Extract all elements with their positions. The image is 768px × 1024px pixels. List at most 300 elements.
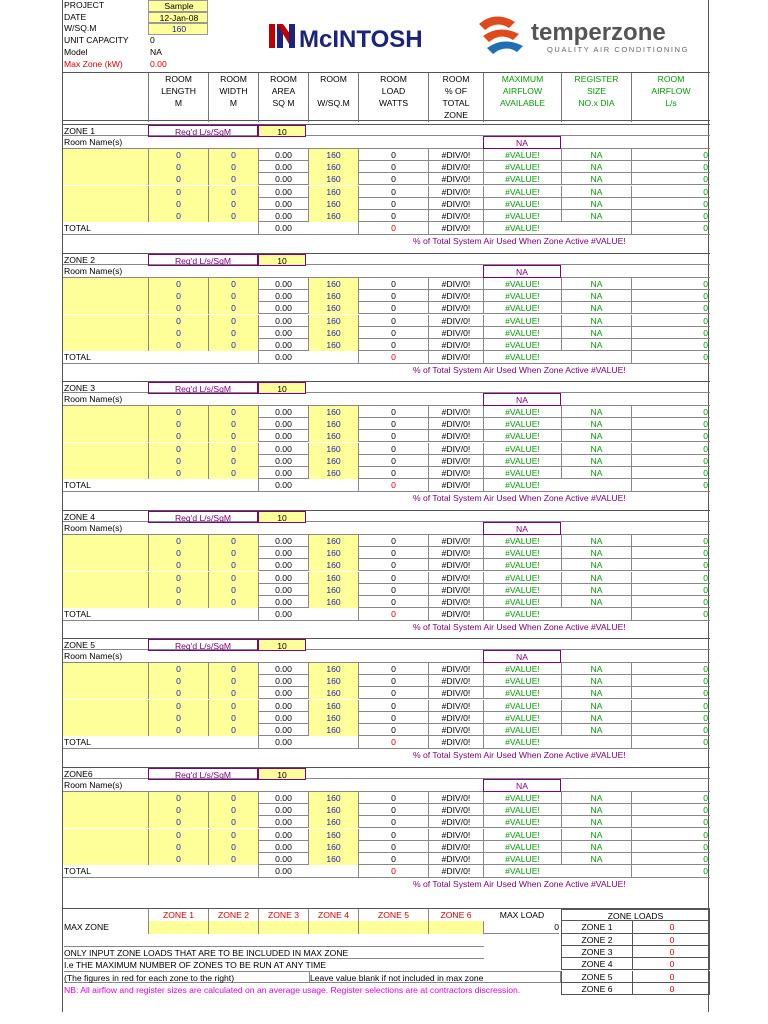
pct-system-air-value: #VALUE! (591, 492, 626, 503)
unit-capacity-value[interactable]: 0 (150, 35, 155, 46)
room-width[interactable]: 0 (208, 596, 258, 608)
room-name-cell[interactable] (63, 173, 148, 185)
room-row (63, 584, 710, 596)
room-max-airflow: #VALUE! (483, 290, 561, 302)
zone-load-value: 0 (632, 958, 711, 970)
room-pct: #DIV/0! (428, 161, 483, 173)
room-load: 0 (358, 327, 428, 339)
column-header (308, 73, 358, 122)
column-header-line: AREA (271, 86, 296, 96)
room-wsqm[interactable]: 160 (308, 687, 358, 699)
room-register-size: NA (561, 572, 631, 584)
room-width[interactable]: 0 (208, 327, 258, 339)
room-area: 0.00 (258, 596, 308, 608)
zone-pct-row (63, 749, 710, 761)
room-length[interactable]: 0 (148, 596, 208, 608)
room-length[interactable]: 0 (148, 186, 208, 198)
project-value[interactable]: Sample (148, 0, 208, 12)
room-width[interactable]: 0 (208, 339, 258, 351)
room-area: 0.00 (258, 663, 308, 675)
room-length[interactable]: 0 (148, 406, 208, 418)
room-length[interactable]: 0 (148, 455, 208, 467)
room-register-size: NA (561, 418, 631, 430)
room-wsqm[interactable]: 160 (308, 663, 358, 675)
unit-capacity-label: UNIT CAPACITY (64, 35, 129, 46)
room-name-cell[interactable] (63, 278, 148, 290)
room-wsqm[interactable]: 160 (308, 418, 358, 430)
column-headers (63, 72, 710, 121)
room-area: 0.00 (258, 455, 308, 467)
room-wsqm[interactable]: 160 (308, 535, 358, 547)
total-pct: #DIV/0! (428, 351, 483, 363)
note-2: I.e THE MAXIMUM NUMBER OF ZONES TO BE RUN AT ANY TIME (64, 958, 484, 970)
room-load: 0 (358, 584, 428, 596)
room-wsqm[interactable]: 160 (308, 675, 358, 687)
column-header (483, 73, 561, 122)
room-name-cell[interactable] (63, 816, 148, 828)
mcintosh-logo (267, 16, 447, 56)
room-load: 0 (358, 596, 428, 608)
room-name-cell[interactable] (63, 724, 148, 736)
room-airflow: 0 (631, 161, 710, 173)
room-area: 0.00 (258, 198, 308, 210)
room-area: 0.00 (258, 535, 308, 547)
room-length[interactable]: 0 (148, 467, 208, 479)
room-wsqm[interactable]: 160 (308, 596, 358, 608)
room-row (63, 467, 710, 479)
room-wsqm[interactable]: 160 (308, 547, 358, 559)
room-length[interactable]: 0 (148, 418, 208, 430)
room-area: 0.00 (258, 816, 308, 828)
room-register-size: NA (561, 804, 631, 816)
room-name-cell[interactable] (63, 161, 148, 173)
room-width[interactable]: 0 (208, 290, 258, 302)
model-value[interactable]: NA (150, 46, 162, 57)
room-width[interactable]: 0 (208, 700, 258, 712)
room-wsqm[interactable]: 160 (308, 186, 358, 198)
max-zone-input[interactable] (258, 921, 308, 933)
room-airflow: 0 (631, 443, 710, 455)
room-width[interactable]: 0 (208, 816, 258, 828)
total-area: 0.00 (258, 222, 308, 234)
column-header-line: REGISTER (574, 74, 619, 84)
reqd-value[interactable]: 10 (258, 382, 306, 394)
room-wsqm[interactable]: 160 (308, 700, 358, 712)
room-length[interactable]: 0 (148, 584, 208, 596)
room-name-cell[interactable] (63, 841, 148, 853)
total-pct: #DIV/0! (428, 865, 483, 877)
max-zone-input[interactable] (358, 921, 428, 933)
room-register-size: NA (561, 724, 631, 736)
model-label: Model (64, 46, 88, 57)
room-name-cell[interactable] (63, 210, 148, 222)
room-area: 0.00 (258, 687, 308, 699)
reqd-value[interactable]: 10 (258, 125, 306, 137)
room-row (63, 572, 710, 584)
room-wsqm[interactable]: 160 (308, 339, 358, 351)
room-name-cell[interactable] (63, 853, 148, 865)
room-name-cell[interactable] (63, 418, 148, 430)
total-label: TOTAL (64, 480, 91, 491)
room-name-cell[interactable] (63, 792, 148, 804)
room-name-cell[interactable] (63, 584, 148, 596)
room-wsqm[interactable]: 160 (308, 712, 358, 724)
room-length[interactable]: 0 (148, 430, 208, 442)
room-wsqm[interactable]: 160 (308, 443, 358, 455)
room-pct: #DIV/0! (428, 572, 483, 584)
room-row (63, 443, 710, 455)
room-width[interactable]: 0 (208, 712, 258, 724)
room-max-airflow: #VALUE! (483, 327, 561, 339)
room-airflow: 0 (631, 302, 710, 314)
room-name-cell[interactable] (63, 302, 148, 314)
zone-total-row (63, 865, 710, 877)
room-register-size: NA (561, 547, 631, 559)
room-width[interactable]: 0 (208, 559, 258, 571)
room-load: 0 (358, 290, 428, 302)
room-wsqm[interactable]: 160 (308, 724, 358, 736)
room-name-cell[interactable] (63, 406, 148, 418)
room-width[interactable]: 0 (208, 173, 258, 185)
room-load: 0 (358, 210, 428, 222)
room-airflow: 0 (631, 816, 710, 828)
room-row (63, 804, 710, 816)
reqd-label: Req'd L/s/SqM (148, 511, 258, 523)
max-zone-input[interactable] (148, 921, 208, 933)
room-name-cell[interactable] (63, 315, 148, 327)
room-name-cell[interactable] (63, 829, 148, 841)
room-load: 0 (358, 302, 428, 314)
room-name-cell[interactable] (63, 339, 148, 351)
pct-system-air-label: % of Total System Air Used When Zone Active (413, 364, 589, 375)
room-max-airflow: #VALUE! (483, 804, 561, 816)
room-name-cell[interactable] (63, 675, 148, 687)
room-wsqm[interactable]: 160 (308, 430, 358, 442)
room-airflow: 0 (631, 559, 710, 571)
column-header-line: L/s (665, 98, 677, 108)
room-load: 0 (358, 663, 428, 675)
room-wsqm[interactable]: 160 (308, 173, 358, 185)
na-box: NA (483, 779, 561, 791)
room-name-cell[interactable] (63, 186, 148, 198)
room-row (63, 278, 710, 290)
room-name-cell[interactable] (63, 443, 148, 455)
room-name-cell[interactable] (63, 559, 148, 571)
pct-system-air-value: #VALUE! (591, 621, 626, 632)
room-length[interactable]: 0 (148, 841, 208, 853)
room-area: 0.00 (258, 210, 308, 222)
room-name-cell[interactable] (63, 149, 148, 161)
room-wsqm[interactable]: 160 (308, 455, 358, 467)
room-load: 0 (358, 572, 428, 584)
room-length[interactable]: 0 (148, 161, 208, 173)
reqd-value[interactable]: 10 (258, 511, 306, 523)
room-wsqm[interactable]: 160 (308, 290, 358, 302)
total-area: 0.00 (258, 865, 308, 877)
room-wsqm[interactable]: 160 (308, 829, 358, 841)
room-name-cell[interactable] (63, 467, 148, 479)
room-row (63, 700, 710, 712)
room-wsqm[interactable]: 160 (308, 816, 358, 828)
room-register-size: NA (561, 700, 631, 712)
zone-load-name: ZONE 4 (581, 959, 613, 970)
room-name-cell[interactable] (63, 430, 148, 442)
room-row (63, 186, 710, 198)
room-wsqm[interactable]: 160 (308, 841, 358, 853)
room-load: 0 (358, 804, 428, 816)
room-wsqm[interactable]: 160 (308, 149, 358, 161)
room-max-airflow: #VALUE! (483, 467, 561, 479)
room-area: 0.00 (258, 161, 308, 173)
zone-header-row (63, 510, 710, 522)
room-name-cell[interactable] (63, 572, 148, 584)
room-load: 0 (358, 418, 428, 430)
room-width[interactable]: 0 (208, 430, 258, 442)
room-length[interactable]: 0 (148, 173, 208, 185)
max-zone-header: ZONE 3 (258, 909, 308, 921)
room-width[interactable]: 0 (208, 724, 258, 736)
zone-pct-row (63, 621, 710, 633)
room-length[interactable]: 0 (148, 210, 208, 222)
total-load: 0 (358, 351, 428, 363)
room-names-row (63, 136, 710, 148)
room-pct: #DIV/0! (428, 535, 483, 547)
room-wsqm[interactable]: 160 (308, 327, 358, 339)
room-width[interactable]: 0 (208, 210, 258, 222)
room-width[interactable]: 0 (208, 198, 258, 210)
room-area: 0.00 (258, 149, 308, 161)
reqd-value[interactable]: 10 (258, 254, 306, 266)
zone-name: ZONE6 (64, 769, 93, 779)
room-wsqm[interactable]: 160 (308, 572, 358, 584)
room-length[interactable]: 0 (148, 278, 208, 290)
zone-load-row (561, 946, 710, 958)
room-width[interactable]: 0 (208, 572, 258, 584)
room-airflow: 0 (631, 829, 710, 841)
room-max-airflow: #VALUE! (483, 443, 561, 455)
room-register-size: NA (561, 829, 631, 841)
room-length[interactable]: 0 (148, 535, 208, 547)
room-length[interactable]: 0 (148, 724, 208, 736)
room-row (63, 149, 710, 161)
pct-system-air (413, 364, 710, 376)
room-airflow: 0 (631, 278, 710, 290)
max-zone-kw-value: 0.00 (150, 58, 167, 69)
room-wsqm[interactable]: 160 (308, 559, 358, 571)
room-register-size: NA (561, 290, 631, 302)
room-length[interactable]: 0 (148, 675, 208, 687)
room-name-cell[interactable] (63, 198, 148, 210)
room-width[interactable]: 0 (208, 675, 258, 687)
pct-system-air-value: #VALUE! (591, 364, 626, 375)
room-length[interactable]: 0 (148, 198, 208, 210)
room-area: 0.00 (258, 700, 308, 712)
room-length[interactable]: 0 (148, 687, 208, 699)
zone-load-name: ZONE 5 (581, 971, 613, 982)
room-wsqm[interactable]: 160 (308, 853, 358, 865)
room-length[interactable]: 0 (148, 829, 208, 841)
room-area: 0.00 (258, 853, 308, 865)
room-names-label: Room Name(s) (64, 137, 123, 148)
room-wsqm[interactable]: 160 (308, 792, 358, 804)
wsqm-value[interactable]: 160 (148, 23, 208, 35)
room-length[interactable]: 0 (148, 700, 208, 712)
room-width[interactable]: 0 (208, 315, 258, 327)
room-length[interactable]: 0 (148, 816, 208, 828)
room-max-airflow: #VALUE! (483, 418, 561, 430)
room-register-size: NA (561, 687, 631, 699)
wsqm-row (63, 23, 208, 35)
room-wsqm[interactable]: 160 (308, 278, 358, 290)
room-width[interactable]: 0 (208, 687, 258, 699)
room-width[interactable]: 0 (208, 853, 258, 865)
max-zone-input[interactable] (308, 921, 358, 933)
room-wsqm[interactable]: 160 (308, 406, 358, 418)
room-width[interactable]: 0 (208, 455, 258, 467)
room-width[interactable]: 0 (208, 406, 258, 418)
pct-system-air-value: #VALUE! (591, 235, 626, 246)
room-area: 0.00 (258, 443, 308, 455)
max-zone-input[interactable] (208, 921, 258, 933)
reqd-value[interactable]: 10 (258, 768, 306, 780)
room-length[interactable]: 0 (148, 547, 208, 559)
room-load: 0 (358, 406, 428, 418)
reqd-label: Req'd L/s/SqM (148, 254, 258, 266)
zone-load-name: ZONE 3 (581, 946, 613, 957)
column-header-line: AIRFLOW (502, 86, 543, 96)
room-pct: #DIV/0! (428, 443, 483, 455)
room-name-cell[interactable] (63, 535, 148, 547)
room-load: 0 (358, 675, 428, 687)
room-name-cell[interactable] (63, 804, 148, 816)
max-zone-header: ZONE 5 (358, 909, 428, 921)
max-zone-header: ZONE 4 (308, 909, 358, 921)
room-width[interactable]: 0 (208, 161, 258, 173)
room-max-airflow: #VALUE! (483, 406, 561, 418)
room-width[interactable]: 0 (208, 804, 258, 816)
max-zone-header: ZONE 1 (148, 909, 208, 921)
room-length[interactable]: 0 (148, 149, 208, 161)
room-row (63, 535, 710, 547)
max-zone-input[interactable] (428, 921, 483, 933)
room-names-row (63, 393, 710, 405)
room-max-airflow: #VALUE! (483, 278, 561, 290)
room-length[interactable]: 0 (148, 559, 208, 571)
room-max-airflow: #VALUE! (483, 430, 561, 442)
room-wsqm[interactable]: 160 (308, 198, 358, 210)
room-name-cell[interactable] (63, 663, 148, 675)
room-airflow: 0 (631, 663, 710, 675)
room-area: 0.00 (258, 290, 308, 302)
room-name-cell[interactable] (63, 596, 148, 608)
room-wsqm[interactable]: 160 (308, 804, 358, 816)
room-width[interactable]: 0 (208, 535, 258, 547)
room-width[interactable]: 0 (208, 829, 258, 841)
room-wsqm[interactable]: 160 (308, 584, 358, 596)
room-max-airflow: #VALUE! (483, 559, 561, 571)
room-wsqm[interactable]: 160 (308, 161, 358, 173)
room-pct: #DIV/0! (428, 700, 483, 712)
room-max-airflow: #VALUE! (483, 712, 561, 724)
room-name-cell[interactable] (63, 327, 148, 339)
room-length[interactable]: 0 (148, 302, 208, 314)
room-length[interactable]: 0 (148, 572, 208, 584)
room-name-cell[interactable] (63, 712, 148, 724)
room-length[interactable]: 0 (148, 853, 208, 865)
date-value[interactable]: 12-Jan-08 (148, 12, 208, 24)
room-wsqm[interactable]: 160 (308, 210, 358, 222)
room-length[interactable]: 0 (148, 290, 208, 302)
wsqm-label: W/SQ.M (64, 23, 97, 34)
room-length[interactable]: 0 (148, 792, 208, 804)
room-width[interactable]: 0 (208, 443, 258, 455)
room-register-size: NA (561, 315, 631, 327)
room-width[interactable]: 0 (208, 418, 258, 430)
room-row (63, 302, 710, 314)
total-load: 0 (358, 479, 428, 491)
room-register-size: NA (561, 339, 631, 351)
room-max-airflow: #VALUE! (483, 149, 561, 161)
nb-note: NB: All airflow and register sizes are calculated on an average usage. Register selections are at contractors discression. (64, 985, 521, 995)
column-header-line: WIDTH (219, 86, 248, 96)
zone-pct-row (63, 878, 710, 890)
room-length[interactable]: 0 (148, 339, 208, 351)
total-load: 0 (358, 865, 428, 877)
room-wsqm[interactable]: 160 (308, 315, 358, 327)
reqd-value[interactable]: 10 (258, 639, 306, 651)
column-header-line: W/SQ.M (317, 98, 350, 108)
column-header-line: ZONE (444, 110, 468, 120)
room-name-cell[interactable] (63, 290, 148, 302)
room-width[interactable]: 0 (208, 278, 258, 290)
room-max-airflow: #VALUE! (483, 853, 561, 865)
room-area: 0.00 (258, 792, 308, 804)
room-width[interactable]: 0 (208, 302, 258, 314)
column-header-line: ROOM (220, 74, 247, 84)
na-box: NA (483, 393, 561, 405)
room-name-cell[interactable] (63, 700, 148, 712)
room-name-cell[interactable] (63, 687, 148, 699)
room-area: 0.00 (258, 724, 308, 736)
room-area: 0.00 (258, 804, 308, 816)
room-length[interactable]: 0 (148, 663, 208, 675)
max-zone-header: ZONE 6 (428, 909, 483, 921)
room-width[interactable]: 0 (208, 584, 258, 596)
zone-name: ZONE 1 (64, 126, 96, 136)
room-length[interactable]: 0 (148, 315, 208, 327)
room-wsqm[interactable]: 160 (308, 302, 358, 314)
room-name-cell[interactable] (63, 547, 148, 559)
room-width[interactable]: 0 (208, 792, 258, 804)
room-width[interactable]: 0 (208, 149, 258, 161)
room-width[interactable]: 0 (208, 186, 258, 198)
room-length[interactable]: 0 (148, 712, 208, 724)
room-width[interactable]: 0 (208, 663, 258, 675)
room-length[interactable]: 0 (148, 443, 208, 455)
room-wsqm[interactable]: 160 (308, 467, 358, 479)
room-width[interactable]: 0 (208, 841, 258, 853)
total-area: 0.00 (258, 608, 308, 620)
room-pct: #DIV/0! (428, 816, 483, 828)
room-length[interactable]: 0 (148, 327, 208, 339)
room-name-cell[interactable] (63, 455, 148, 467)
room-width[interactable]: 0 (208, 467, 258, 479)
room-width[interactable]: 0 (208, 547, 258, 559)
column-header-line (149, 109, 208, 121)
column-header-line (259, 109, 308, 121)
column-header-line: LENGTH (161, 86, 196, 96)
room-length[interactable]: 0 (148, 804, 208, 816)
